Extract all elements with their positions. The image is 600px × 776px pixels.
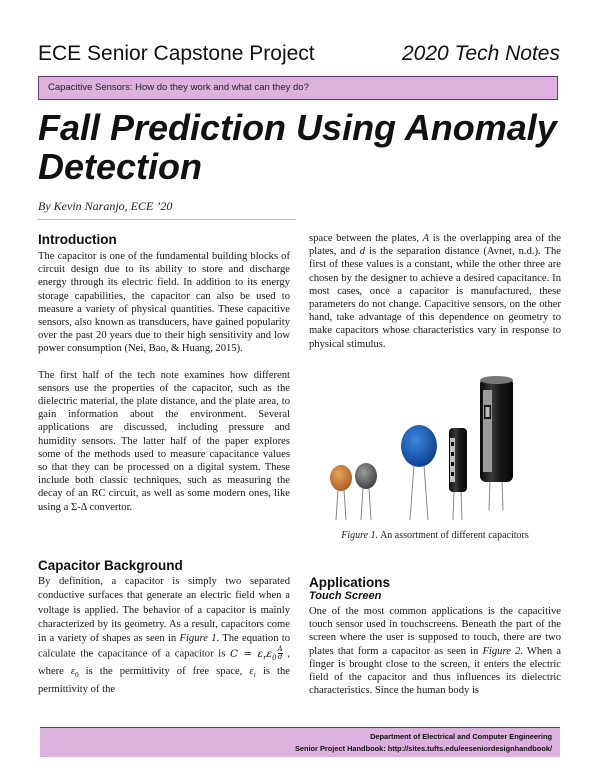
capacitors-figure [330,360,560,525]
large-electrolytic-capacitor [480,376,513,510]
footer-handbook-link[interactable]: Senior Project Handbook: http://sites.tufts.edu/eeseniordesignhandbook/ [294,744,552,753]
author-line: By Kevin Naranjo, ECE ’20 [38,199,173,213]
background-body: By definition, a capacitor is simply two separated conductive surfaces that generate an electric field when a voltage is applied. The behavior of a capacitor is mainly characterized by its geometry. As a result, capacitors come in a variety of shapes as seen in Figure 1. The equation to calculate the capacitance of a capacitor is $C = \varepsilon_r\varepsilon_0$ $\frac{A}{d}$ , where $\varepsilon_0$ is the permittivity of free space, $\varepsilon_r$ is the permittivity of the [38,576,291,695]
figure-caption: Figure 1. An assortment of different capacitors [341,530,529,541]
introduction-body [38,250,290,514]
background-heading: Capacitor Background [38,558,183,573]
right-column-top: space between the plates, A is the overlapping area of the plates, and d is the separation distance (Avnet, n.d.). The first of these values is a constant, while the other three are chosen by the designer to achieve a desired capacitance. In most cases, once a capacitor is manufactured, these parameters do not change. Capacitive sensors, on the other hand, take advantage of this dependence on geometry to make capacitors whose characteristics vary in response to physical stimulus. [309,233,562,350]
grey-ceramic-capacitor [355,463,377,520]
introduction-paragraph-2: The first half of the tech note examines how different sensors use the properties of the capacitor, such as the dielectric material, the plate distance, and the plate area, to gain information about the environment. Several applications are discussed, including pressure and humidity sensors. The latter half of the paper explores some of the methods used to measure capacitance values so that they can be processed on a digital system. These include both classic techniques, such as measuring the decay of an RC circuit, as well as some modern ones, like using a Σ-Δ convertor. [38,369,290,513]
small-electrolytic-capacitor [449,428,467,520]
footer-department: Department of Electrical and Computer Engineering [370,732,552,741]
footer-bar [40,727,560,757]
orange-ceramic-capacitor [330,465,352,520]
author-rule [38,219,296,220]
header-left: ECE Senior Capstone Project [38,42,315,65]
blue-disc-capacitor [401,425,437,520]
touch-screen-subheading: Touch Screen [309,590,382,602]
applications-heading: Applications [309,575,391,590]
introduction-paragraph-1: The capacitor is one of the fundamental building blocks of circuit design due to its ability to store and discharge energy through its electric field. In addition to its energy storage capabilities, the capacitor can also be used to measure a variety of physical quantities. These capacitive sensors, also known as transducers, have gained popularity over the past 20 years due to their high sensitivity and low power consumption (Nei, Bao, & Huang, 2015). [38,251,290,355]
subtitle-bar: Capacitive Sensors: How do they work and what can they do? [38,76,558,100]
header-right: 2020 Tech Notes [401,42,560,65]
figure-2-reference: Figure 2 [482,645,521,657]
applications-body: One of the most common applications is the capacitive touch sensor used in touchscreens. Beneath the part of the screen where the user is supposed to touch, there are two plates that form a capacitor as seen in Figure 2. When a finger is brought close to the screen, it enters the electric field of the capacitor and thus influences its dielectric characteristics. Since the human body is [309,606,561,697]
figure-label: Figure 1. [341,530,379,541]
capacitance-equation: $C = \varepsilon_r\varepsilon_0$ $\frac{A}{d}$ [229,645,283,663]
introduction-heading: Introduction [38,232,117,247]
figure-reference: Figure 1 [179,633,217,645]
article-title: Fall Prediction Using Anomaly Detection [38,107,557,187]
